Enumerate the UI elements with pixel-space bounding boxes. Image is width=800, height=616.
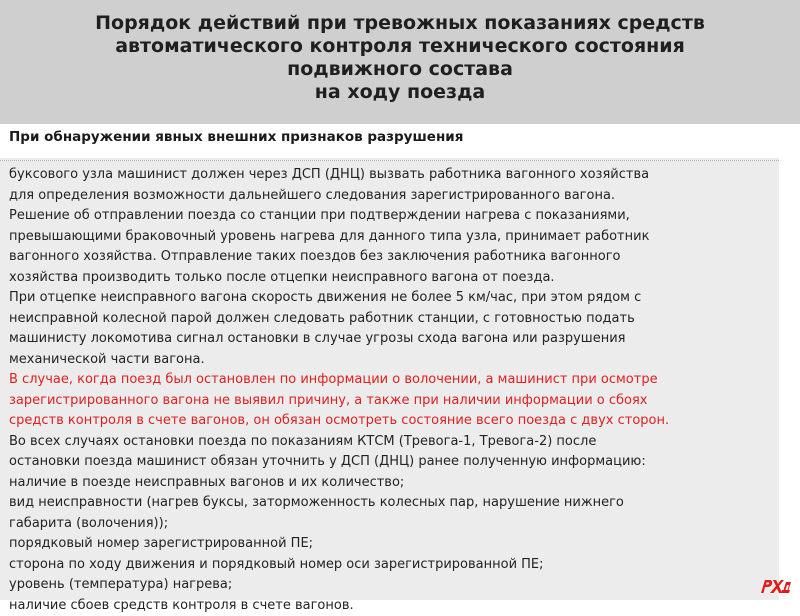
text-line: вид неисправности (нагрев буксы, заторможенность колесных пар, нарушение нижнего <box>9 493 779 514</box>
text-line: уровень (температура) нагрева; <box>9 575 779 596</box>
text-line: остановки поезда машинист обязан уточнить у ДСП (ДНЦ) ранее полученную информацию: <box>9 452 779 473</box>
slide-title-line: автоматического контроля технического состояния <box>0 35 800 58</box>
text-line: наличие сбоев средств контроля в счете вагонов. <box>9 596 779 616</box>
highlighted-text-line: В случае, когда поезд был остановлен по информации о волочении, а машинист при осмотре <box>9 370 779 391</box>
text-line: Решение об отправлении поезда со станции при подтверждении нагрева с показаниями, <box>9 206 779 227</box>
text-line: вагонного хозяйства. Отправление таких поездов без заключения работника вагонного <box>9 247 779 268</box>
text-line: превышающими браковочный уровень нагрева для данного типа узла, принимает работник <box>9 227 779 248</box>
text-line: неисправной колесной парой должен следовать работник станции, с готовностью подать <box>9 309 779 330</box>
text-line: сторона по ходу движения и порядковый номер оси зарегистрированной ПЕ; <box>9 555 779 576</box>
text-line: буксового узла машинист должен через ДСП (ДНЦ) вызвать работника вагонного хозяйства <box>9 165 779 186</box>
text-line: наличие в поезде неисправных вагонов и их количество; <box>9 473 779 494</box>
highlighted-text-line: средств контроля в счете вагонов, он обязан осмотреть состояние всего поезда с двух сторон. <box>9 411 779 432</box>
text-line: порядковый номер зарегистрированной ПЕ; <box>9 534 779 555</box>
text-line: Во всех случаях остановки поезда по показаниям КТСМ (Тревога-1, Тревога-2) после <box>9 432 779 453</box>
text-line: хозяйства производить только после отцепки неисправного вагона от поезда. <box>9 268 779 289</box>
section-subtitle: При обнаружении явных внешних признаков разрушения <box>9 128 463 146</box>
text-line: механической части вагона. <box>9 350 779 371</box>
slide-title-line: Порядок действий при тревожных показаниях средств <box>0 12 800 35</box>
slide-title-line: подвижного состава <box>0 58 800 81</box>
text-line: для определения возможности дальнейшего следования зарегистрированного вагона. <box>9 186 779 207</box>
text-line: габарита (волочения)); <box>9 514 779 535</box>
subtitle-divider <box>0 160 779 161</box>
text-line: При отцепке неисправного вагона скорость движения не более 5 км/час, при этом рядом с <box>9 288 779 309</box>
rzd-logo-icon <box>759 576 793 596</box>
slide-title-line: на ходу поезда <box>0 81 800 104</box>
body-text <box>9 165 779 616</box>
slide-title <box>0 12 800 104</box>
highlighted-text-line: зарегистрированного вагона не выявил причину, а также при наличии информации о сбоях <box>9 391 779 412</box>
text-line: машинисту локомотива сигнал остановки в случае угрозы схода вагона или разрушения <box>9 329 779 350</box>
